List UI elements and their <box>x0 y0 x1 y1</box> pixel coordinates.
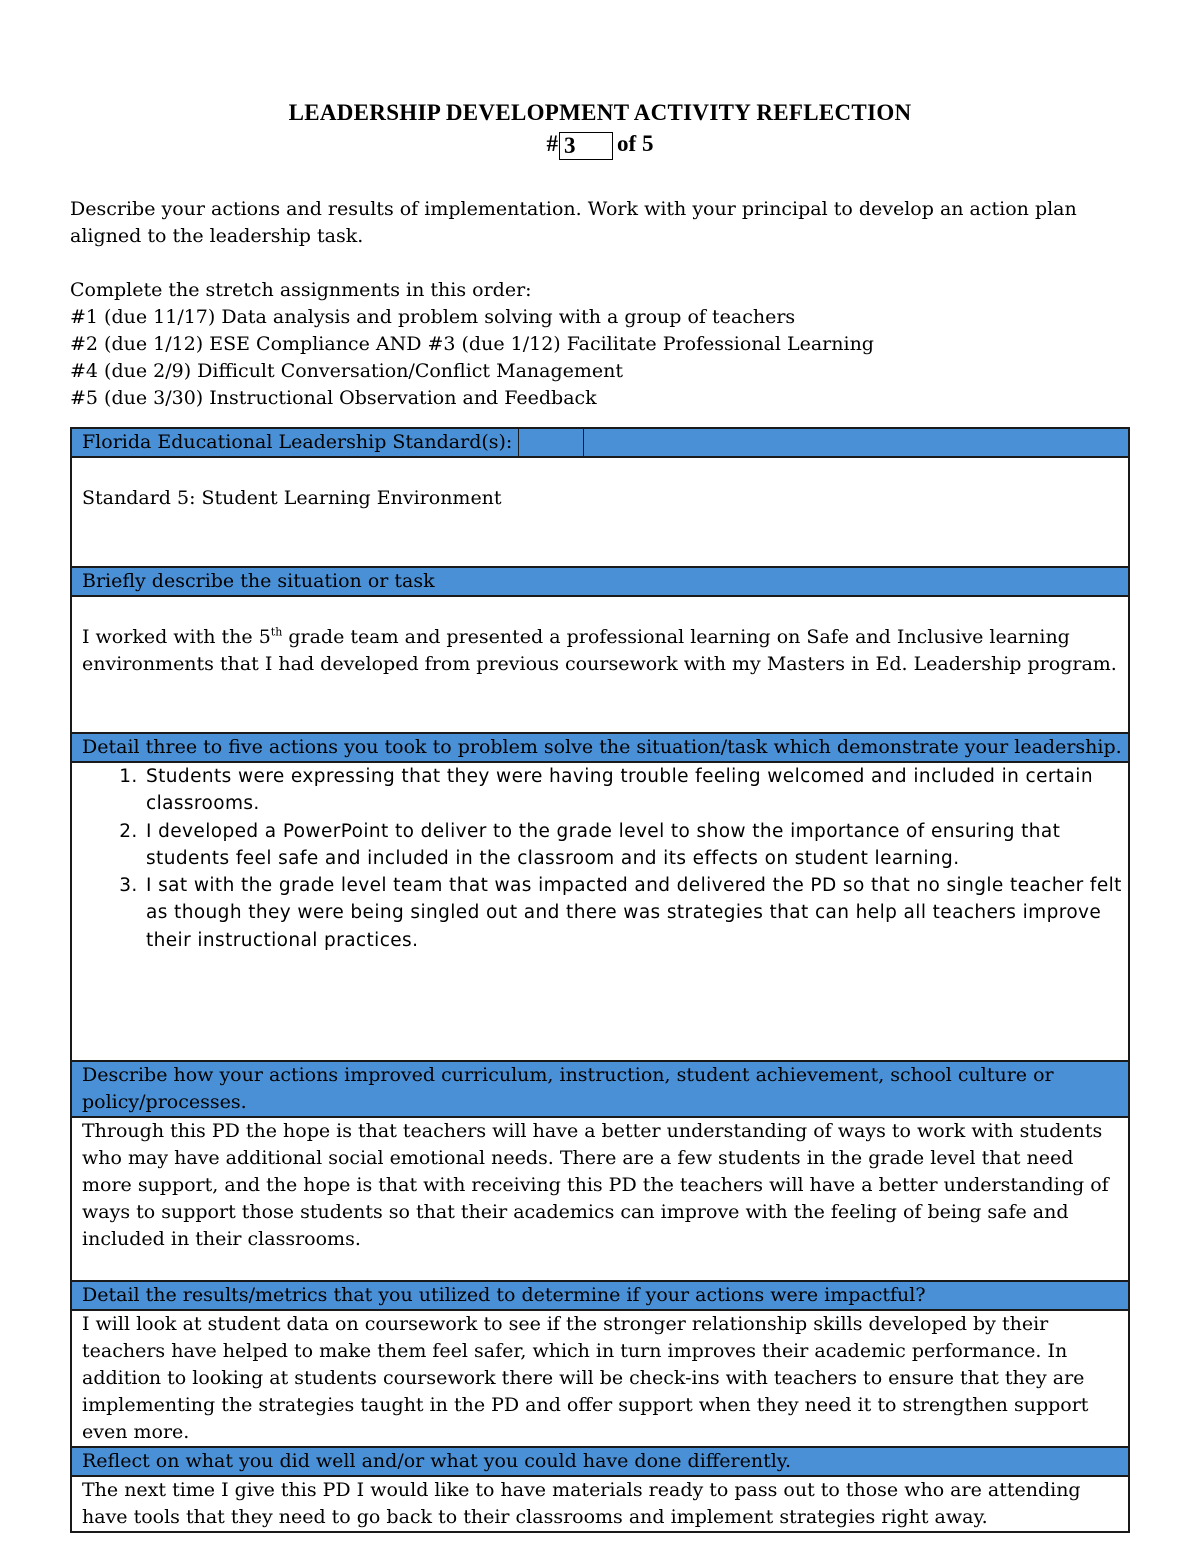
reflect-field[interactable]: The next time I give this PD I would like to have materials ready to pass out to those who are attending have tools that they need to go back to their classrooms and implement strategies right away. <box>71 1476 1129 1532</box>
reflect-header-row <box>71 1447 1129 1476</box>
activity-number-field[interactable]: 3 <box>559 132 613 160</box>
standards-code-field[interactable] <box>519 429 584 456</box>
improved-label: Describe how your actions improved curriculum, instruction, student achievement, school culture or policy/processes. <box>71 1061 1129 1117</box>
assignment-item: #5 (due 3/30) Instructional Observation and Feedback <box>70 387 597 409</box>
situation-sup: th <box>270 625 283 639</box>
results-field[interactable]: I will look at student data on coursework to see if the stronger relationship skills developed by their teachers have helped to make them feel safer, which in turn improves their academic performance. In addition to looking at students coursework there will be check-ins with teachers to ensure that they are implementing the strategies taught in the PD and offer support when they need it to strengthen support even more. <box>71 1310 1129 1447</box>
assignment-item: #2 (due 1/12) ESE Compliance AND #3 (due 1/12) Facilitate Professional Learning <box>70 333 874 355</box>
standards-label: Florida Educational Leadership Standard(s): <box>72 429 519 456</box>
assignment-item: #1 (due 11/17) Data analysis and problem solving with a group of teachers <box>70 306 796 328</box>
situation-label: Briefly describe the situation or task <box>71 567 1129 596</box>
reflect-label: Reflect on what you did well and/or what you could have done differently. <box>71 1447 1129 1476</box>
standard-value-field[interactable]: Standard 5: Student Learning Environment <box>71 457 1129 567</box>
number-prefix: # <box>546 131 559 156</box>
number-suffix: of 5 <box>617 131 654 156</box>
reflect-value-row <box>71 1476 1129 1532</box>
improved-field[interactable]: Through this PD the hope is that teachers will have a better understanding of ways to work with students who may have additional social emotional needs. There are a few students in the grade level that need more support, and the hope is that with receiving this PD the teachers will have a better understanding of ways to support those students so that their academics can improve with the feeling of being safe and included in their classrooms. <box>71 1117 1129 1281</box>
action-item: 2. I developed a PowerPoint to deliver to the grade level to show the importance of ensuring that students feel safe and included in the classroom and its effects on student learning. <box>144 818 1128 873</box>
assignment-item: #4 (due 2/9) Difficult Conversation/Conflict Management <box>70 360 623 382</box>
order-heading: Complete the stretch assignments in this order: <box>70 279 532 301</box>
instructions <box>70 196 1140 412</box>
action-item: 3. I sat with the grade level team that was impacted and delivered the PD so that no single teacher felt as though they were being singled out and there was strategies that can help all teachers improve their instructional practices. <box>144 872 1128 954</box>
results-label: Detail the results/metrics that you utilized to determine if your actions were impactful? <box>71 1281 1129 1310</box>
results-header-row <box>71 1281 1129 1310</box>
standards-header-row <box>71 428 1129 457</box>
actions-header-row <box>71 733 1129 762</box>
improved-header-row <box>71 1061 1129 1117</box>
results-value-row <box>71 1310 1129 1447</box>
situation-field[interactable] <box>71 596 1129 733</box>
reflection-form <box>70 427 1130 1533</box>
improved-value-row <box>71 1117 1129 1281</box>
situation-text-b: grade team and presented a professional learning on Safe and Inclusive learning environments that I had developed from previous coursework with my Masters in Ed. Leadership program. <box>82 626 1117 675</box>
standards-blank-cell <box>584 429 1128 456</box>
situation-text-a: I worked with the 5 <box>82 626 271 648</box>
actions-label: Detail three to five actions you took to problem solve the situation/task which demonstrate your leadership. <box>71 733 1129 762</box>
action-item: 1. Students were expressing that they were having trouble feeling welcomed and included in certain classrooms. <box>144 763 1128 818</box>
standards-value-row <box>71 457 1129 567</box>
document-title: LEADERSHIP DEVELOPMENT ACTIVITY REFLECTION <box>288 100 912 125</box>
situation-value-row <box>71 596 1129 733</box>
instructions-text: Describe your actions and results of implementation. Work with your principal to develop an action plan aligned to the leadership task. <box>70 198 1077 247</box>
situation-header-row <box>71 567 1129 596</box>
activity-number-line <box>0 131 1200 160</box>
actions-field[interactable] <box>71 762 1129 1061</box>
actions-list <box>72 763 1128 954</box>
actions-value-row <box>71 762 1129 1061</box>
